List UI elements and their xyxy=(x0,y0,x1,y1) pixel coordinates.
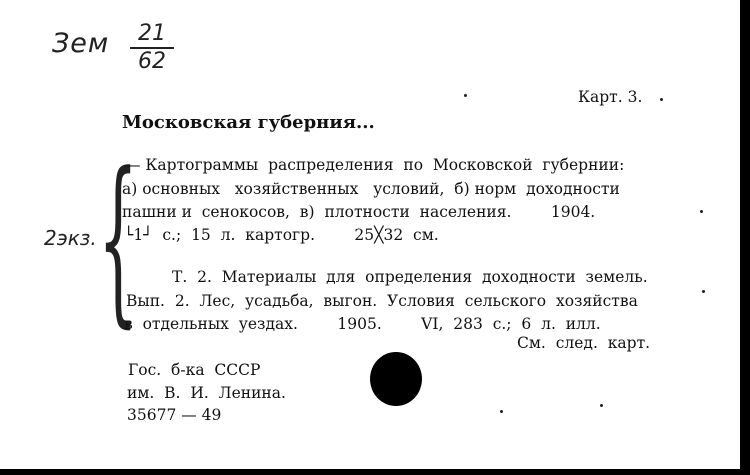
entry-line-3: пашни и сенокосов, в) плотности населения. 1904. xyxy=(122,203,596,221)
speck xyxy=(464,94,467,97)
entry-line-4: └1┘ с.; 15 л. картогр. 25╳32 см. xyxy=(124,226,439,244)
shelf-mark: Зем xyxy=(52,28,110,59)
speck xyxy=(700,210,703,213)
speck xyxy=(600,404,603,407)
library-line-3: 35677 — 49 xyxy=(127,406,222,424)
see-next-card: См. след. карт. xyxy=(517,334,651,352)
ink-blot xyxy=(370,352,422,406)
library-line-1: Гос. б-ка СССР xyxy=(128,361,261,379)
copies-note: 2экз. xyxy=(44,226,97,250)
card-number: Карт. 3. xyxy=(578,88,643,106)
volume-line-1: Т. 2. Материалы для определения доходности земель. xyxy=(172,268,648,286)
scan-edge-bottom xyxy=(0,469,750,475)
curly-brace-mark: { xyxy=(98,135,139,344)
library-line-2: им. В. И. Ленина. xyxy=(127,384,286,402)
volume-line-3: в отдельных уездах. 1905. VI, 283 с.; 6 л. илл. xyxy=(124,315,601,333)
speck xyxy=(702,290,705,293)
speck xyxy=(660,98,663,101)
card-heading: Московская губерния... xyxy=(122,112,375,133)
scan-edge-right xyxy=(740,0,750,475)
speck xyxy=(500,410,503,413)
entry-line-1: — Картограммы распределения по Московской губернии: xyxy=(125,156,625,174)
fraction-denominator: 62 xyxy=(138,49,166,74)
fraction-numerator: 21 xyxy=(138,21,166,46)
volume-line-2: Вып. 2. Лес, усадьба, выгон. Условия сельского хозяйства xyxy=(126,292,638,310)
shelf-fraction xyxy=(130,22,174,74)
entry-line-2: а) основных хозяйственных условий, б) норм доходности xyxy=(122,180,620,198)
